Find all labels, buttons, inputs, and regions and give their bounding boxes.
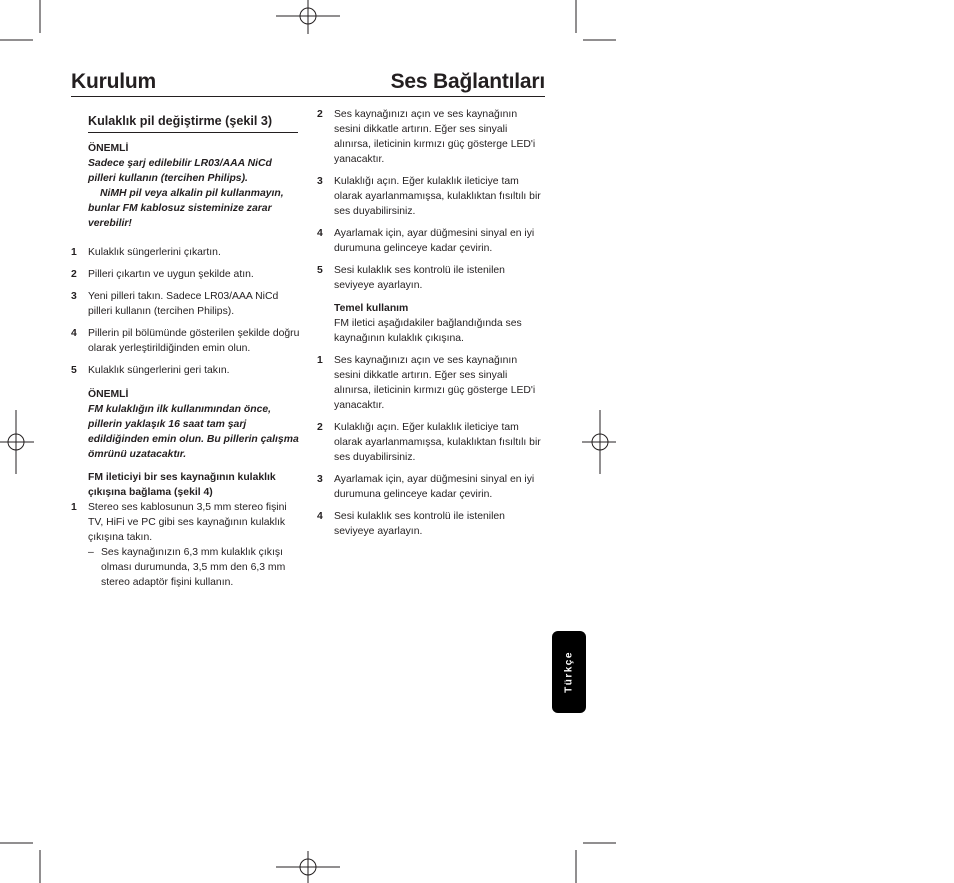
dash-bullet: – xyxy=(88,547,94,558)
list-item xyxy=(317,472,545,502)
step-number: 4 xyxy=(71,328,77,339)
connect-heading: FM ileticiyi bir ses kaynağının kulaklık çıkışına bağlama (şekil 4) xyxy=(88,472,276,498)
list-item xyxy=(71,500,301,545)
registration-target-left xyxy=(0,410,34,474)
step-number: 1 xyxy=(317,355,323,366)
page-title-left: Kurulum xyxy=(71,70,156,93)
step-number: 1 xyxy=(71,502,77,513)
basic-usage-intro: FM iletici aşağıdakiler bağlandığında ses kaynağının kulaklık çıkışına. xyxy=(334,318,522,344)
step-text: Kulaklık süngerlerini çıkartın. xyxy=(88,247,221,258)
important-text: NiMH pil veya alkalin pil kullanmayın, bunlar FM kablosuz sisteminize zarar verebilir! xyxy=(88,188,284,229)
step-text: Yeni pilleri takın. Sadece LR03/AAA NiCd pilleri kullanın (tercihen Philips). xyxy=(88,291,279,317)
right-column xyxy=(317,107,545,546)
step-number: 4 xyxy=(317,228,323,239)
list-item xyxy=(317,226,545,256)
list-item xyxy=(71,289,301,319)
important-label: ÖNEMLİ xyxy=(88,389,129,400)
step-text: Ayarlamak için, ayar düğmesini sinyal en iyi durumuna gelinceye kadar çevirin. xyxy=(334,474,535,500)
list-item xyxy=(317,107,545,167)
list-item xyxy=(317,509,545,539)
step-text: Pillerin pil bölümünde gösterilen şekilde doğru olarak yerleştirildiğinden emin olun. xyxy=(88,328,300,354)
step-text: Kulaklığı açın. Eğer kulaklık ileticiye tam olarak ayarlanmamışsa, kulaklıktan fısıltılı bir ses duyabilirsiniz. xyxy=(334,422,541,463)
list-item xyxy=(317,420,545,465)
language-tab-label: Türkçe xyxy=(563,651,575,693)
battery-steps xyxy=(71,245,301,378)
step-number: 5 xyxy=(71,365,77,376)
left-column xyxy=(71,113,301,590)
battery-section-heading: Kulaklık pil değiştirme (şekil 3) xyxy=(88,114,273,128)
step-text: Sesi kulaklık ses kontrolü ile istenilen seviyeye ayarlayın. xyxy=(334,511,505,537)
page-title-right: Ses Bağlantıları xyxy=(390,70,545,93)
important-note-1 xyxy=(71,141,301,231)
step-text: Stereo ses kablosunun 3,5 mm stereo fişini TV, HiFi ve PC gibi ses kaynağının kulaklık çıkışına takın. xyxy=(88,502,287,543)
important-label: ÖNEMLİ xyxy=(88,143,129,154)
list-item xyxy=(317,174,545,219)
list-item xyxy=(71,363,301,378)
step-number: 2 xyxy=(317,422,323,433)
step-number: 4 xyxy=(317,511,323,522)
important-note-2 xyxy=(71,387,301,462)
step-text: Kulaklığı açın. Eğer kulaklık ileticiye tam olarak ayarlanmamışsa, kulaklıktan fısıltılı bir ses duyabilirsiniz. xyxy=(334,176,541,217)
list-item xyxy=(317,263,545,293)
step-number: 5 xyxy=(317,265,323,276)
registration-target-right xyxy=(582,410,616,474)
step-text: Pilleri çıkartın ve uygun şekilde atın. xyxy=(88,269,254,280)
language-tab xyxy=(552,631,586,713)
step-number: 2 xyxy=(71,269,77,280)
important-text: FM kulaklığın ilk kullanımından önce, pillerin yaklaşık 16 saat tam şarj edildiğinden emin olun. Bu pillerin çalışma ömrünü uzatacaktır. xyxy=(88,404,299,460)
important-text: Sadece şarj edilebilir LR03/AAA NiCd pilleri kullanın (tercihen Philips). xyxy=(88,158,272,184)
step-number: 3 xyxy=(317,176,323,187)
sub-item-text: Ses kaynağınızın 6,3 mm kulaklık çıkışı olması durumunda, 3,5 mm den 6,3 mm stereo adaptör fişini kullanın. xyxy=(101,547,286,588)
step-text: Kulaklık süngerlerini geri takın. xyxy=(88,365,230,376)
registration-target-top xyxy=(276,0,340,34)
section-rule xyxy=(88,132,298,133)
list-item xyxy=(71,267,301,282)
step-number: 2 xyxy=(317,109,323,120)
step-number: 1 xyxy=(71,247,77,258)
step-number: 3 xyxy=(317,474,323,485)
sub-item xyxy=(71,545,301,590)
step-number: 3 xyxy=(71,291,77,302)
step-text: Sesi kulaklık ses kontrolü ile istenilen seviyeye ayarlayın. xyxy=(334,265,505,291)
list-item xyxy=(71,326,301,356)
step-text: Ses kaynağınızı açın ve ses kaynağının sesini dikkatle artırın. Eğer ses sinyali alınırsa, ileticinin kırmızı güç gösterge LED'i yanacaktır. xyxy=(334,109,536,165)
header-rule xyxy=(71,96,545,97)
step-text: Ses kaynağınızı açın ve ses kaynağının sesini dikkatle artırın. Eğer ses sinyali alınırsa, ileticinin kırmızı güç gösterge LED'i yanacaktır. xyxy=(334,355,536,411)
basic-usage-heading: Temel kullanım xyxy=(334,303,409,314)
basic-usage-section xyxy=(317,301,545,346)
registration-target-bottom xyxy=(276,851,340,883)
step-text: Ayarlamak için, ayar düğmesini sinyal en iyi durumuna gelinceye kadar çevirin. xyxy=(334,228,535,254)
list-item xyxy=(317,353,545,413)
list-item xyxy=(71,245,301,260)
